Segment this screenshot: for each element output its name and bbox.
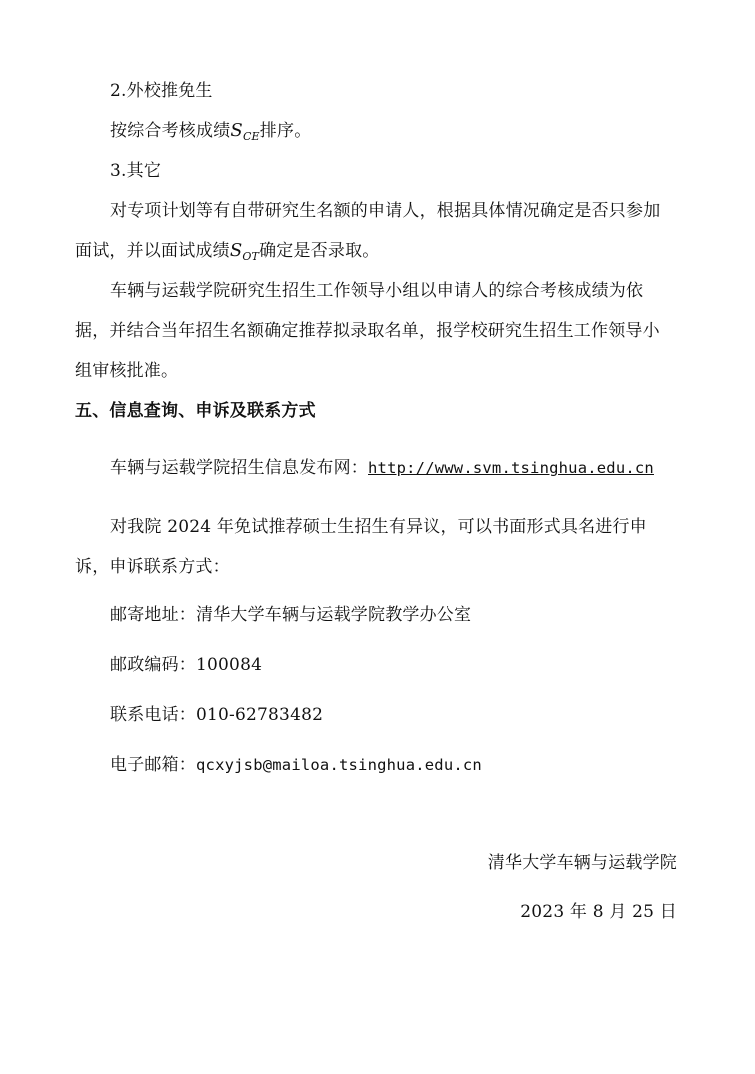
interview-score-symbol: S	[229, 240, 243, 261]
item-3-line-1	[110, 199, 680, 223]
email-label: 电子邮箱：	[110, 755, 196, 775]
appeal-line-2-text: 诉，申诉联系方式：	[75, 557, 230, 577]
mail-address-line	[110, 603, 680, 627]
paragraph-line-2	[75, 319, 680, 343]
postcode-label: 邮政编码：	[110, 655, 196, 675]
website-label: 车辆与运载学院招生信息发布网：	[110, 458, 368, 478]
website-line	[110, 456, 680, 480]
phone-value: 010-62783482	[196, 705, 324, 725]
appeal-line-1-text: 对我院 2024 年免试推荐硕士生招生有异议，可以书面形式具名进行申	[110, 517, 647, 537]
phone-label: 联系电话：	[110, 705, 196, 725]
paragraph-line-1	[110, 279, 680, 303]
section-5-heading: 五、信息查询、申诉及联系方式	[75, 401, 316, 421]
item-3-title-text: 3.其它	[110, 161, 162, 181]
item-2-title	[110, 79, 680, 103]
item-3-line-2	[75, 239, 680, 269]
score-symbol: S	[230, 120, 243, 141]
item-3-line-2-suffix: 确定是否录取。	[259, 241, 380, 261]
postcode-value: 100084	[196, 655, 263, 675]
item-2-title-text: 2.外校推免生	[110, 81, 213, 101]
mail-address-label: 邮寄地址：	[110, 605, 196, 625]
postcode-line	[110, 653, 680, 677]
signature-org: 清华大学车辆与运载学院	[487, 853, 677, 873]
signature-date: 2023 年 8 月 25 日	[520, 902, 677, 922]
email-line	[110, 753, 680, 777]
appeal-line-2	[75, 555, 680, 579]
interview-score-subscript: OT	[242, 250, 260, 263]
paragraph-line-1-text: 车辆与运载学院研究生招生工作领导小组以申请人的综合考核成绩为依	[110, 281, 644, 301]
email-value[interactable]: qcxyjsb@mailoa.tsinghua.edu.cn	[196, 756, 482, 774]
phone-line	[110, 703, 680, 727]
paragraph-line-3	[75, 359, 680, 383]
item-2-body	[110, 119, 680, 149]
mail-address-value: 清华大学车辆与运载学院教学办公室	[196, 605, 472, 625]
score-subscript: CE	[242, 130, 260, 143]
item-3-line-2-text: 面试，并以面试成绩	[75, 241, 230, 261]
website-link[interactable]: http://www.svm.tsinghua.edu.cn	[368, 459, 654, 477]
item-2-body-suffix: 排序。	[259, 121, 312, 141]
item-3-title	[110, 159, 680, 183]
paragraph-line-3-text: 组审核批准。	[75, 361, 179, 381]
item-2-body-text: 按综合考核成绩	[110, 121, 231, 141]
item-3-line-1-text: 对专项计划等有自带研究生名额的申请人，根据具体情况确定是否只参加	[110, 201, 661, 221]
appeal-line-1	[110, 515, 680, 539]
paragraph-line-2-text: 据，并结合当年招生名额确定推荐拟录取名单，报学校研究生招生工作领导小	[75, 321, 660, 341]
